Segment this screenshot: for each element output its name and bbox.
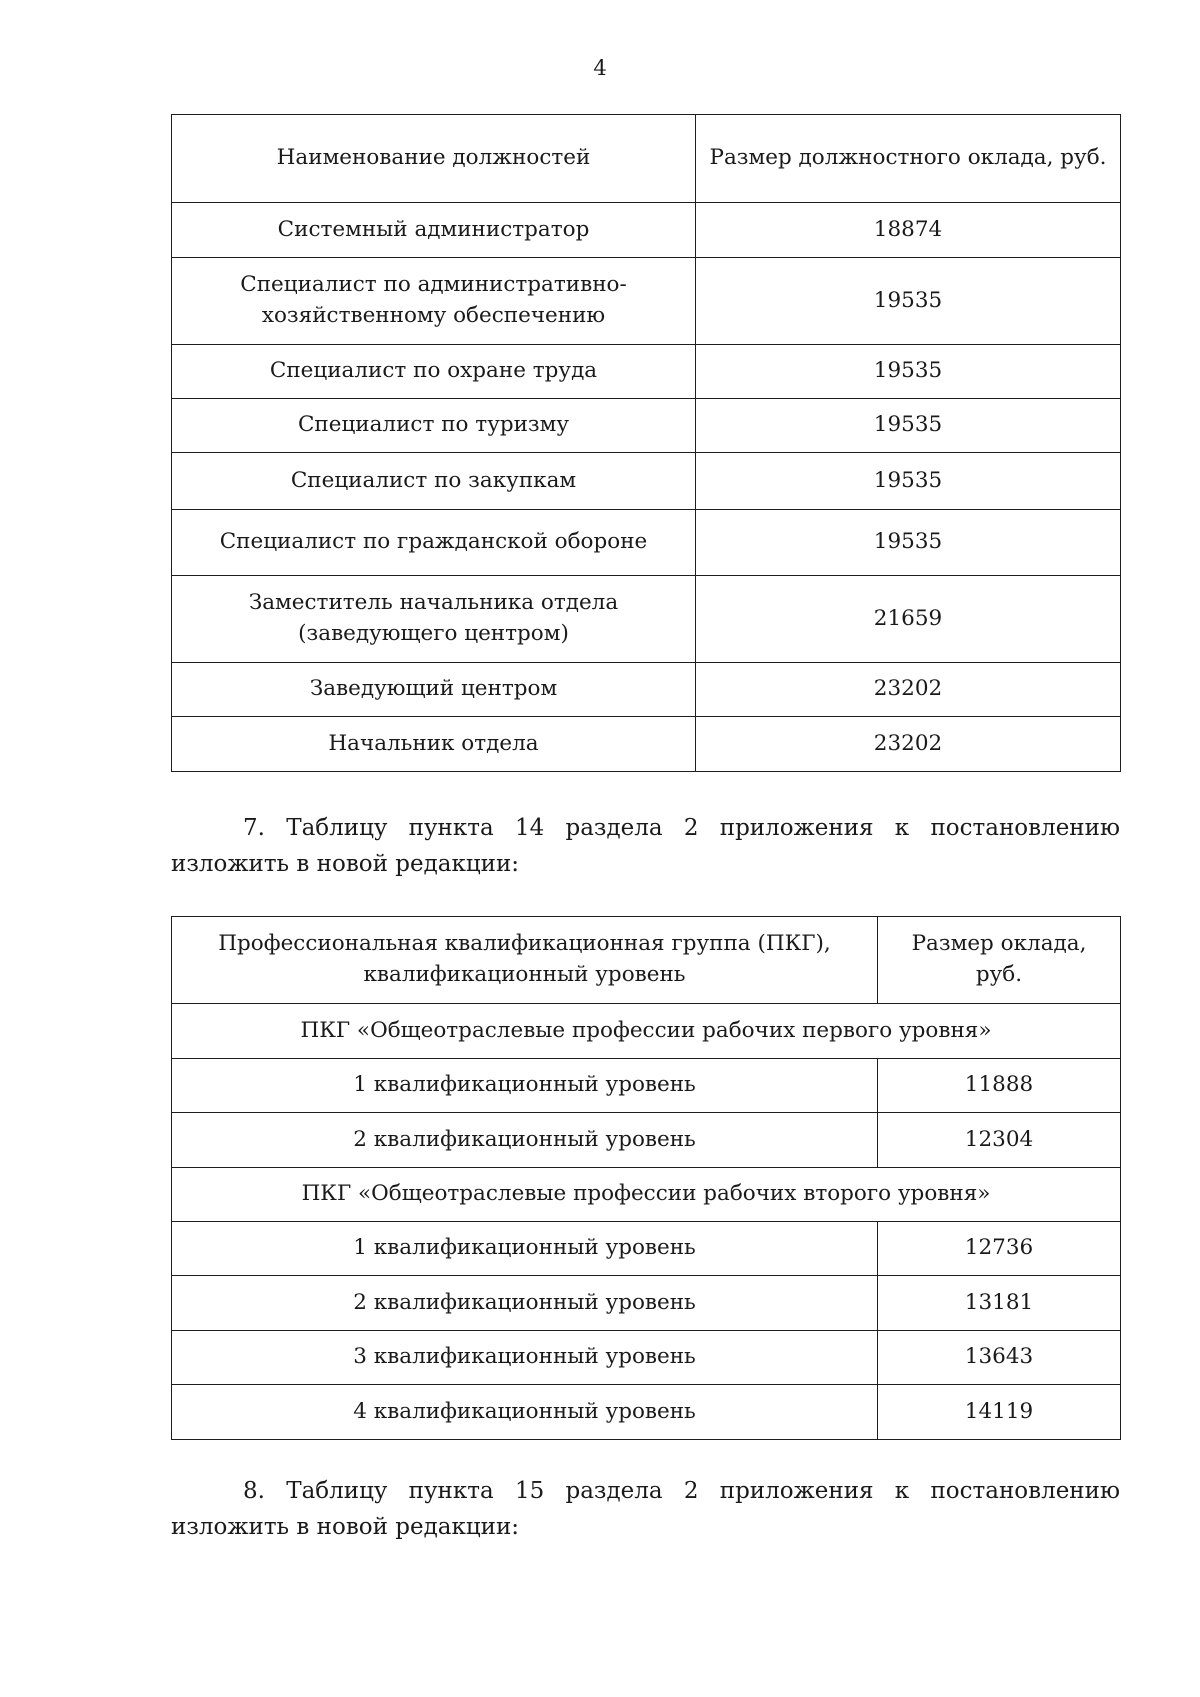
position-name: Специалист по туризму [172, 399, 696, 453]
paragraph-8: 8. Таблицу пункта 15 раздела 2 приложения к постановлению изложить в новой редакции: [171, 1478, 1120, 1540]
table-row [172, 258, 1121, 345]
salary-value: 19535 [696, 453, 1121, 510]
salary-value: 13643 [878, 1331, 1121, 1385]
table-row [172, 1276, 1121, 1331]
position-name: Начальник отдела [172, 717, 696, 772]
qualification-level: 2 квалификационный уровень [172, 1276, 878, 1331]
table-row [172, 1331, 1121, 1385]
table-row [172, 203, 1121, 258]
position-name: Специалист по административно-хозяйственному обеспечению [172, 258, 696, 345]
positions-salary-table [171, 114, 1121, 772]
salary-value: 23202 [696, 663, 1121, 717]
qualification-level: 4 квалификационный уровень [172, 1385, 878, 1440]
position-name: Заместитель начальника отдела (заведующего центром) [172, 576, 696, 663]
table-row [172, 717, 1121, 772]
header-salary-size: Размер должностного оклада, руб. [696, 115, 1121, 203]
table-row [172, 1385, 1121, 1440]
salary-value: 19535 [696, 510, 1121, 576]
group-title: ПКГ «Общеотраслевые профессии рабочих первого уровня» [172, 1004, 1121, 1059]
group-title: ПКГ «Общеотраслевые профессии рабочих второго уровня» [172, 1168, 1121, 1222]
position-name: Специалист по гражданской обороне [172, 510, 696, 576]
salary-value: 11888 [878, 1059, 1121, 1113]
header-position-name: Наименование должностей [172, 115, 696, 203]
header-salary-size: Размер оклада, руб. [878, 917, 1121, 1004]
position-name: Специалист по закупкам [172, 453, 696, 510]
group-title-row [172, 1004, 1121, 1059]
salary-value: 14119 [878, 1385, 1121, 1440]
qualification-level: 1 квалификационный уровень [172, 1222, 878, 1276]
table-header-row [172, 115, 1121, 203]
qualification-level: 3 квалификационный уровень [172, 1331, 878, 1385]
position-name: Заведующий центром [172, 663, 696, 717]
table-row [172, 1222, 1121, 1276]
position-name: Специалист по охране труда [172, 345, 696, 399]
salary-value: 19535 [696, 345, 1121, 399]
qualification-level: 1 квалификационный уровень [172, 1059, 878, 1113]
table-row [172, 1113, 1121, 1168]
salary-value: 12736 [878, 1222, 1121, 1276]
salary-value: 18874 [696, 203, 1121, 258]
table-row [172, 345, 1121, 399]
salary-value: 13181 [878, 1276, 1121, 1331]
salary-value: 21659 [696, 576, 1121, 663]
group-title-row [172, 1168, 1121, 1222]
qualification-groups-table [171, 916, 1121, 1440]
header-qualification-group: Профессиональная квалификационная группа (ПКГ), квалификационный уровень [172, 917, 878, 1004]
table-row [172, 663, 1121, 717]
table-row [172, 1059, 1121, 1113]
table-header-row [172, 917, 1121, 1004]
table-row [172, 399, 1121, 453]
salary-value: 19535 [696, 258, 1121, 345]
salary-value: 12304 [878, 1113, 1121, 1168]
salary-value: 23202 [696, 717, 1121, 772]
table-row [172, 453, 1121, 510]
table-row [172, 576, 1121, 663]
paragraph-7: 7. Таблицу пункта 14 раздела 2 приложения к постановлению изложить в новой редакции: [171, 815, 1120, 877]
table-row [172, 510, 1121, 576]
page-number: 4 [593, 56, 607, 80]
salary-value: 19535 [696, 399, 1121, 453]
position-name: Системный администратор [172, 203, 696, 258]
qualification-level: 2 квалификационный уровень [172, 1113, 878, 1168]
